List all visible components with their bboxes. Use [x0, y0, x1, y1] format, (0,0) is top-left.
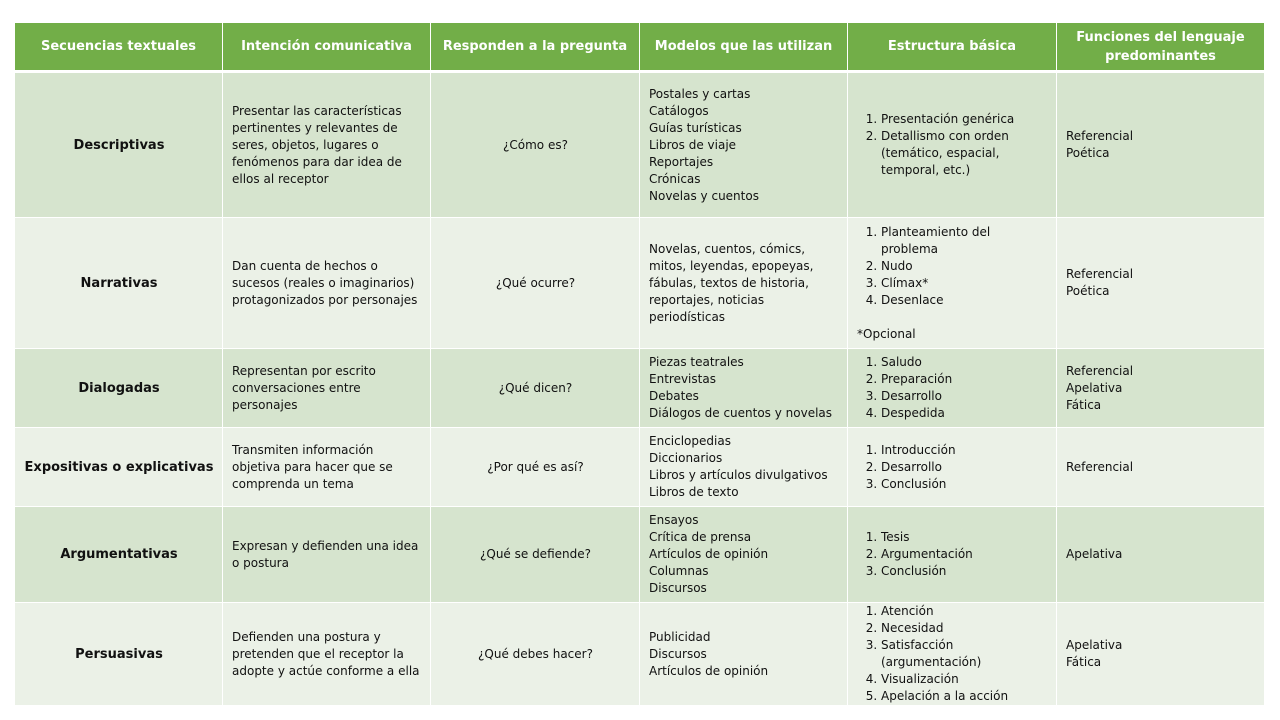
models-cell	[640, 72, 848, 218]
models-list	[649, 629, 839, 680]
function-item: Poética	[1066, 146, 1110, 160]
header-cell: Estructura básica	[848, 23, 1057, 72]
sequence-name-cell: Dialogadas	[15, 349, 223, 428]
model-item: Libros de viaje	[649, 137, 737, 152]
functions-cell	[1057, 428, 1265, 507]
structure-item: 1. Saludo	[881, 354, 1048, 371]
models-list	[649, 512, 839, 597]
structure-item: 3. Clímax*	[881, 275, 1048, 292]
intention-cell: Dan cuenta de hechos o sucesos (reales o imaginarios) protagonizados por personajes	[223, 218, 431, 349]
table-body	[15, 72, 1265, 706]
structure-cell	[848, 349, 1057, 428]
model-item: Ensayos	[649, 513, 699, 527]
structure-item: 2. Nudo	[881, 258, 1048, 275]
model-item: Diálogos de cuentos y novelas	[649, 406, 833, 420]
model-item: Discursos	[649, 646, 707, 661]
model-item: Libros de texto	[649, 485, 739, 499]
structure-item: 3. Conclusión	[881, 476, 1048, 493]
functions-list	[1066, 459, 1256, 476]
model-item: Crónicas	[649, 171, 701, 186]
structure-item: 1. Presentación genérica	[881, 111, 1048, 128]
header-row	[15, 23, 1265, 72]
question-cell: ¿Qué se defiende?	[431, 507, 640, 603]
model-item: Libros y artículos divulgativos	[649, 468, 828, 482]
models-cell	[640, 349, 848, 428]
sequence-name-cell: Argumentativas	[15, 507, 223, 603]
textual-sequences-table	[14, 22, 1265, 706]
structure-item: 4. Visualización	[881, 671, 1048, 688]
functions-list	[1066, 637, 1256, 671]
question-cell: ¿Qué ocurre?	[431, 218, 640, 349]
models-cell	[640, 218, 848, 349]
models-cell	[640, 603, 848, 706]
structure-item: 2. Desarrollo	[881, 459, 1048, 476]
function-item: Apelativa	[1066, 380, 1123, 395]
structure-item: 3. Satisfacción (argumentación)	[881, 637, 1048, 671]
model-item: Novelas y cuentos	[649, 188, 759, 203]
structure-item: 2. Necesidad	[881, 620, 1048, 637]
structure-item: 5. Apelación a la acción	[881, 688, 1048, 705]
function-item: Poética	[1066, 284, 1110, 298]
structure-item: 2. Argumentación	[881, 546, 1048, 563]
question-cell: ¿Qué dicen?	[431, 349, 640, 428]
structure-list	[857, 111, 1048, 179]
structure-item: 2. Preparación	[881, 371, 1048, 388]
models-cell	[640, 428, 848, 507]
functions-cell	[1057, 72, 1265, 218]
model-item: Enciclopedias	[649, 434, 731, 448]
function-item: Referencial	[1066, 129, 1134, 143]
model-item: Entrevistas	[649, 372, 716, 386]
header-cell: Intención comunicativa	[223, 23, 431, 72]
model-item: Discursos	[649, 581, 707, 595]
sequence-name-cell: Expositivas o explicativas	[15, 428, 223, 507]
model-item: Guías turísticas	[649, 120, 742, 135]
functions-cell	[1057, 218, 1265, 349]
functions-cell	[1057, 349, 1265, 428]
structure-item: 1. Tesis	[881, 529, 1048, 546]
structure-item: 2. Detallismo con orden (temático, espacial, temporal, etc.)	[881, 128, 1048, 179]
models-list	[649, 241, 839, 326]
function-item: Apelativa	[1066, 638, 1123, 652]
structure-item: 3. Conclusión	[881, 563, 1048, 580]
model-item: Postales y cartas	[649, 86, 751, 101]
functions-cell	[1057, 603, 1265, 706]
question-cell: ¿Cómo es?	[431, 72, 640, 218]
question-cell: ¿Por qué es así?	[431, 428, 640, 507]
models-list	[649, 354, 839, 422]
model-item: Novelas, cuentos, cómics, mitos, leyendas, epopeyas, fábulas, textos de historia, reportajes, noticias periodísticas	[649, 241, 814, 324]
intention-cell: Defienden una postura y pretenden que el receptor la adopte y actúe conforme a ella	[223, 603, 431, 706]
intention-cell: Expresan y defienden una idea o postura	[223, 507, 431, 603]
function-item: Referencial	[1066, 459, 1134, 474]
intention-cell: Representan por escrito conversaciones entre personajes	[223, 349, 431, 428]
table-row	[15, 603, 1265, 706]
structure-item: 1. Atención	[881, 603, 1048, 620]
sequence-name-cell: Persuasivas	[15, 603, 223, 706]
model-item: Columnas	[649, 564, 709, 578]
header-cell: Responden a la pregunta	[431, 23, 640, 72]
structure-item: 1. Planteamiento del problema	[881, 224, 1048, 258]
table-row	[15, 428, 1265, 507]
structure-note: *Opcional	[857, 326, 916, 341]
model-item: Reportajes	[649, 154, 714, 169]
function-item: Referencial	[1066, 363, 1134, 378]
structure-cell	[848, 218, 1057, 349]
structure-cell	[848, 507, 1057, 603]
structure-item: 1. Introducción	[881, 442, 1048, 459]
model-item: Debates	[649, 389, 699, 403]
model-item: Crítica de prensa	[649, 530, 752, 544]
functions-list	[1066, 128, 1256, 162]
header-cell: Secuencias textuales	[15, 23, 223, 72]
structure-list	[857, 442, 1048, 493]
model-item: Publicidad	[649, 629, 711, 644]
model-item: Piezas teatrales	[649, 355, 744, 369]
header-cell: Funciones del lenguaje predominantes	[1057, 23, 1265, 72]
header-cell: Modelos que las utilizan	[640, 23, 848, 72]
structure-list	[857, 529, 1048, 580]
functions-list	[1066, 546, 1256, 563]
function-item: Fática	[1066, 397, 1102, 412]
sequence-name-cell: Narrativas	[15, 218, 223, 349]
structure-list	[857, 224, 1048, 309]
function-item: Apelativa	[1066, 547, 1123, 561]
model-item: Artículos de opinión	[649, 547, 769, 561]
table-row	[15, 507, 1265, 603]
table-row	[15, 72, 1265, 218]
functions-list	[1066, 266, 1256, 300]
intention-cell: Transmiten información objetiva para hacer que se comprenda un tema	[223, 428, 431, 507]
structure-cell	[848, 603, 1057, 706]
model-item: Catálogos	[649, 103, 709, 118]
structure-item: 4. Desenlace	[881, 292, 1048, 309]
function-item: Referencial	[1066, 267, 1134, 281]
functions-list	[1066, 363, 1256, 414]
sequence-name-cell: Descriptivas	[15, 72, 223, 218]
table-row	[15, 349, 1265, 428]
structure-item: 4. Despedida	[881, 405, 1048, 422]
intention-cell: Presentar las características pertinentes y relevantes de seres, objetos, lugares o fenómenos para dar idea de ellos al receptor	[223, 72, 431, 218]
models-list	[649, 86, 839, 205]
structure-list	[857, 603, 1048, 705]
models-list	[649, 433, 839, 501]
structure-cell	[848, 72, 1057, 218]
model-item: Diccionarios	[649, 451, 723, 465]
model-item: Artículos de opinión	[649, 663, 769, 678]
structure-item: 3. Desarrollo	[881, 388, 1048, 405]
function-item: Fática	[1066, 655, 1102, 669]
structure-list	[857, 354, 1048, 422]
models-cell	[640, 507, 848, 603]
functions-cell	[1057, 507, 1265, 603]
table-row	[15, 218, 1265, 349]
question-cell: ¿Qué debes hacer?	[431, 603, 640, 706]
structure-cell	[848, 428, 1057, 507]
